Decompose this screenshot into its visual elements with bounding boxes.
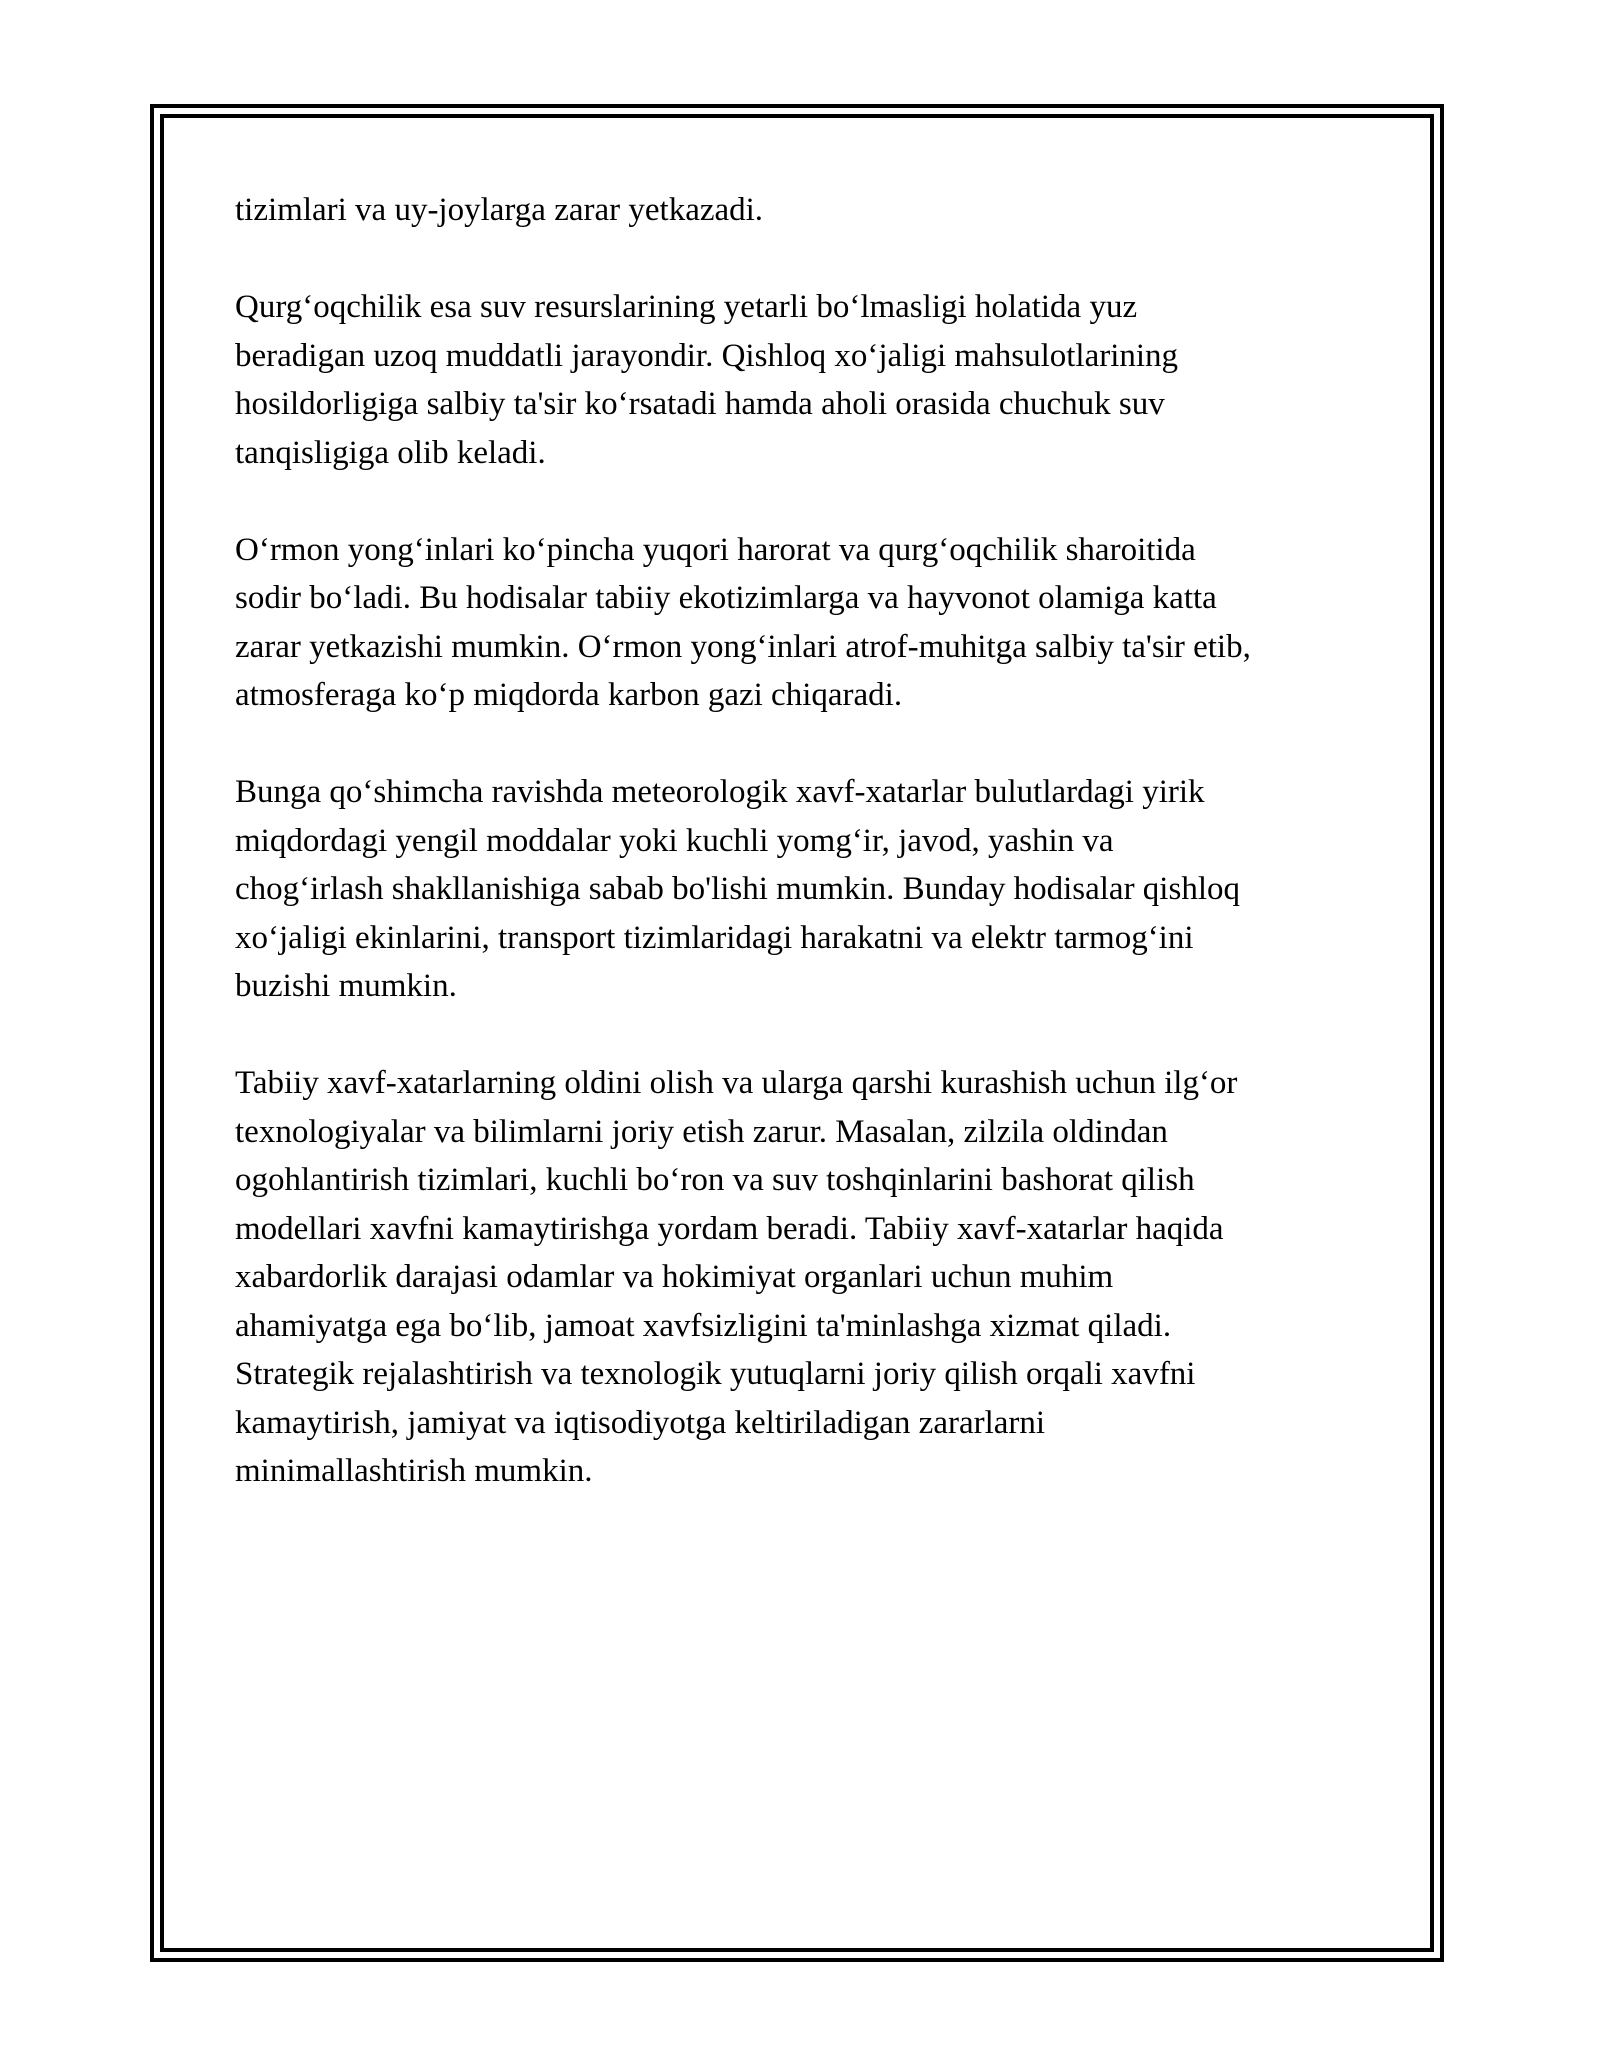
paragraph-2 bbox=[235, 283, 1375, 477]
paragraph-4 bbox=[235, 768, 1375, 1011]
text-line: Qurg‘oqchilik esa suv resurslarining yetarli bo‘lmasligi holatida yuz bbox=[235, 289, 1138, 325]
text-line: ogohlantirish tizimlari, kuchli bo‘ron va suv toshqinlarini bashorat qilish bbox=[235, 1162, 1195, 1198]
document-body bbox=[235, 186, 1375, 1544]
text-line: xabardorlik darajasi odamlar va hokimiyat organlari uchun muhim bbox=[235, 1259, 1114, 1295]
text-line: kamaytirish, jamiyat va iqtisodiyotga keltiriladigan zararlarni bbox=[235, 1404, 1046, 1441]
text-line: miqdordagi yengil moddalar yoki kuchli yomg‘ir, javod, yashin va bbox=[235, 822, 1114, 859]
paragraph-1 bbox=[235, 186, 1375, 235]
text-line: ahamiyatga ega bo‘lib, jamoat xavfsizligini ta'minlashga xizmat qiladi. bbox=[235, 1307, 1172, 1344]
text-line: beradigan uzoq muddatli jarayondir. Qishloq xo‘jaligi mahsulotlarining bbox=[235, 337, 1179, 374]
text-line: xo‘jaligi ekinlarini, transport tizimlaridagi harakatni va elektr tarmog‘ini bbox=[235, 919, 1194, 956]
text-line: hosildorligiga salbiy ta'sir ko‘rsatadi hamda aholi orasida chuchuk suv bbox=[235, 386, 1165, 422]
text-line: tanqisligiga olib keladi. bbox=[235, 434, 546, 471]
text-line: Tabiiy xavf-xatarlarning oldini olish va ularga qarshi kurashish uchun ilg‘or bbox=[235, 1065, 1238, 1101]
text-line: Strategik rejalashtirish va texnologik yutuqlarni joriy qilish orqali xavfni bbox=[235, 1356, 1196, 1392]
text-line: zarar yetkazishi mumkin. O‘rmon yong‘inlari atrof-muhitga salbiy ta'sir etib, bbox=[235, 628, 1251, 665]
paragraph-5 bbox=[235, 1059, 1375, 1496]
text-line: O‘rmon yong‘inlari ko‘pincha yuqori harorat va qurg‘oqchilik sharoitida bbox=[235, 531, 1196, 568]
paragraph-3 bbox=[235, 526, 1375, 720]
text-line: tizimlari va uy-joylarga zarar yetkazadi. bbox=[235, 192, 764, 228]
text-line: minimallashtirish mumkin. bbox=[235, 1453, 593, 1489]
text-line: buzishi mumkin. bbox=[235, 968, 457, 1004]
text-line: chog‘irlash shakllanishiga sabab bo'lishi mumkin. Bunday hodisalar qishloq bbox=[235, 871, 1240, 907]
text-line: texnologiyalar va bilimlarni joriy etish zarur. Masalan, zilzila oldindan bbox=[235, 1113, 1168, 1150]
text-line: sodir bo‘ladi. Bu hodisalar tabiiy ekotizimlarga va hayvonot olamiga katta bbox=[235, 580, 1217, 616]
text-line: modellari xavfni kamaytirishga yordam beradi. Tabiiy xavf-xatarlar haqida bbox=[235, 1210, 1224, 1247]
text-line: Bunga qo‘shimcha ravishda meteorologik xavf-xatarlar bulutlardagi yirik bbox=[235, 774, 1205, 810]
text-line: atmosferaga ko‘p miqdorda karbon gazi chiqaradi. bbox=[235, 677, 903, 713]
